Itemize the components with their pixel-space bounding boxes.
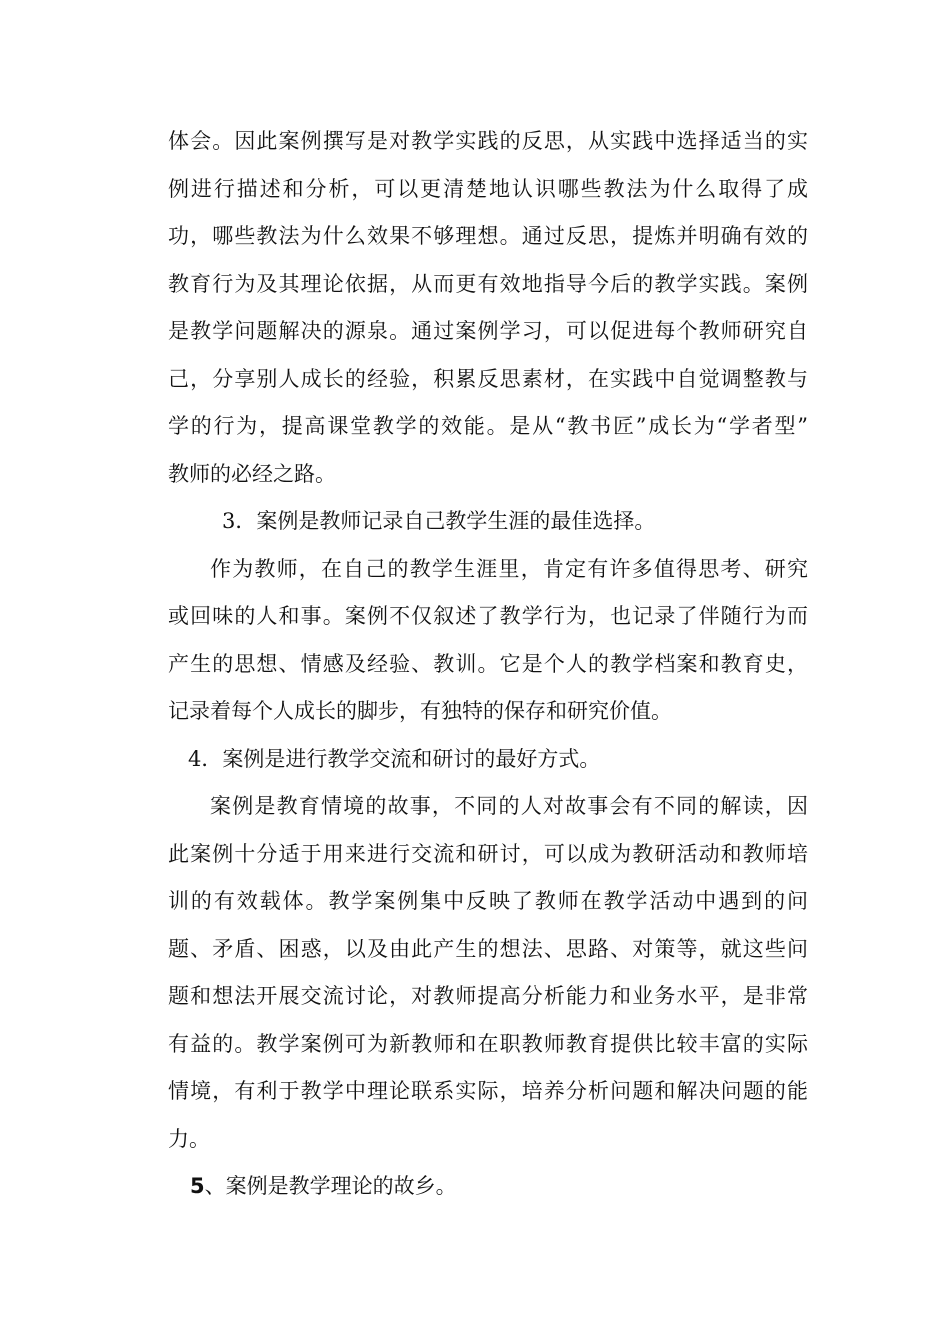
paragraph-line: 案例是教育情境的故事，不同的人对故事会有不同的解读，因 bbox=[210, 794, 808, 818]
paragraph-exchange bbox=[168, 783, 808, 1163]
section-number: 5 bbox=[190, 1174, 205, 1198]
paragraph-line: 例进行描述和分析，可以更清楚地认识哪些教法为什么取得了成 bbox=[168, 176, 808, 201]
paragraph-line: 己，分享别人成长的经验，积累反思素材，在实践中自觉调整教与 bbox=[168, 366, 808, 391]
paragraph-line: 作为教师，在自己的教学生涯里，肯定有许多值得思考、研究 bbox=[210, 556, 808, 581]
paragraph-line: 题和想法开展交流讨论，对教师提高分析能力和业务水平，是非常 bbox=[168, 984, 808, 1008]
paragraph-line: 力。 bbox=[168, 1126, 210, 1151]
paragraph-career-record bbox=[168, 546, 808, 736]
section-heading-text: 、案例是教学理论的故乡。 bbox=[204, 1174, 457, 1198]
section-heading-4: 4．案例是进行教学交流和研讨的最好方式。 bbox=[188, 746, 601, 771]
paragraph-line: 是教学问题解决的源泉。通过案例学习，可以促进每个教师研究自 bbox=[168, 319, 808, 343]
section-heading-5 bbox=[168, 1163, 808, 1211]
paragraph-line: 训的有效载体。教学案例集中反映了教师在教学活动中遇到的问 bbox=[168, 889, 808, 913]
paragraph-line: 或回味的人和事。案例不仅叙述了教学行为，也记录了伴随行为而 bbox=[168, 604, 808, 628]
paragraph-line: 情境，有利于教学中理论联系实际，培养分析问题和解决问题的能 bbox=[168, 1079, 808, 1103]
paragraph-line: 记录着每个人成长的脚步，有独特的保存和研究价值。 bbox=[168, 699, 672, 723]
paragraph-line: 体会。因此案例撰写是对教学实践的反思，从实践中选择适当的实 bbox=[168, 129, 808, 153]
document-body bbox=[168, 118, 808, 1211]
paragraph-line: 功，哪些教法为什么效果不够理想。通过反思，提炼并明确有效的 bbox=[168, 224, 808, 248]
paragraph-line: 教育行为及其理论依据，从而更有效地指导今后的教学实践。案例 bbox=[168, 271, 808, 296]
paragraph-reflection bbox=[168, 118, 808, 498]
paragraph-line: 有益的。教学案例可为新教师和在职教师教育提供比较丰富的实际 bbox=[168, 1031, 808, 1056]
paragraph-line: 此案例十分适于用来进行交流和研讨，可以成为教研活动和教师培 bbox=[168, 841, 808, 866]
paragraph-line: 教师的必经之路。 bbox=[168, 461, 336, 486]
section-heading-3: 3．案例是教师记录自己教学生涯的最佳选择。 bbox=[222, 509, 656, 533]
paragraph-line: 题、矛盾、困惑，以及由此产生的想法、思路、对策等，就这些问 bbox=[168, 936, 808, 961]
paragraph-line: 产生的思想、情感及经验、教训。它是个人的教学档案和教育史， bbox=[168, 651, 808, 676]
paragraph-line: 学的行为，提高课堂教学的效能。是从“教书匠”成长为“学者型” bbox=[168, 414, 808, 438]
